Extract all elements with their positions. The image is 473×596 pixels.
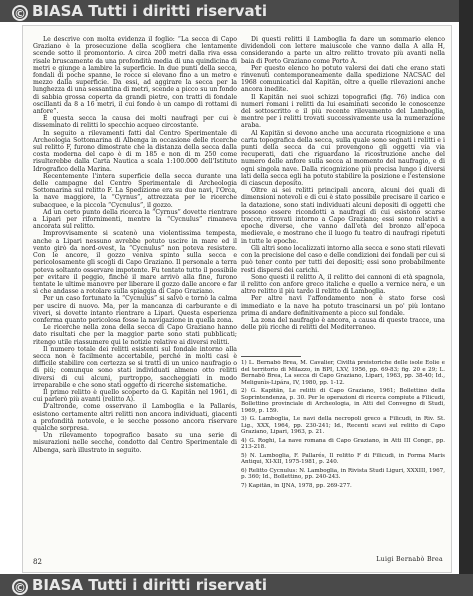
watermark-bottom (0, 574, 473, 596)
left-column (33, 36, 237, 550)
paragraph: La zona del naufragio è ancora, a causa di queste tracce, una delle più ricche di relitti del Mediterraneo. (241, 316, 445, 332)
paragraph: Le ricerche nella zona della secca di Capo Graziano hanno dato risultati che per la maggior parte sono stati pubblicati; ritengo utile riassumere qui le notizie relative ai diversi relitti. (33, 324, 237, 346)
left-column-paragraphs (33, 36, 237, 454)
footnote: 4) G. Roghi, La nave romana di Capo Graziano, in Atti III Congr., pp. 213-218. (241, 437, 445, 450)
footnote: 5) N. Lamboglia, F. Pallarés, Il relitto F di Filicudi, in Forma Maris Antiqui, XI-XII, 1975-1981, p. 240. (241, 452, 445, 465)
paragraph: Per altre navi l'affondamento non è stato forse così immediato e la nave ha potuto trascinarsi un po' più lontano prima di andare definitivamente a picco sul fondale. (241, 295, 445, 317)
paragraph: Le descrive con molta evidenza il foglio: “La secca di Capo Graziano è la prosecuzione della scogliera che lentamente scende sotto il promontorio. A circa 200 metri dalla riva essa risale bruscamente da una profondità media di una quindicina di metri e giunge a lambire la superficie. In due punti della secca, fondali di poche spanne, le rocce si elevano fino a un metro e mezzo dalla superficie. Da essi, ad aggirare la secca per la lunghezza di una sessantina di metri, scende a picco su un fondo di sabbia grossa coperta da grandi pietre, con tratti di fondale oscillanti da 8 a 16 metri, il cui fondo è un campo di rottami di anfore”. (33, 36, 237, 116)
paragraph: Di questi relitti il Lamboglia fa dare un sommario elenco dividendoli con lettere maiuscole che vanno dalla A alla H, considerando a parte un altro relitto trovato più avanti nella baia di Porto Graziano come Porto A. (241, 36, 445, 65)
author-signature: Luigi Bernabò Brea (376, 556, 443, 563)
paragraph: È questa secca la causa dei molti naufragi per cui è disseminato di relitti lo specchio acqueo circostante. (33, 115, 237, 130)
scan-edge-strip (459, 0, 473, 596)
watermark-text: BIASA Tutti i diritti riservati (32, 576, 267, 594)
footnote-rule (241, 356, 301, 357)
footnote: 6) Relitto Cycnulus: N. Lamboglia, in Rivista Studi Liguri, XXXIII, 1967, p. 360; Id., Bollettino, pp. 240-243. (241, 467, 445, 480)
document-page (22, 25, 452, 573)
page-number: 82 (33, 558, 42, 566)
paragraph: Per questo elenco ho potuto valersi dei dati che erano stati rinvenuti contemporaneamente dalla spedizione NACSAC del 1968 comunicatici dal Kapitän, oltre a quelle rilevazioni anche ancora inedite. (241, 64, 445, 94)
paragraph: Un rilevamento topografico basato su una serie di misurazioni nelle secche, condotto dal Centro Sperimentale di Albenga, sarà illustrato in seguito. (33, 432, 237, 454)
paragraph: Il numero totale dei relitti esistenti sul fondale intorno alla secca non è facilmente accertabile, perché in molti casi è difficile stabilire con certezza se si tratti di un unico naufragio o di più; comunque sono stati individuati almeno otto relitti diversi di cui alcuni, purtroppo, saccheggiati in modo irreparabile e che sono stati oggetto di ricerche sistematiche. (33, 345, 237, 389)
copyright-symbol: © (14, 7, 26, 21)
paragraph: Il Kapitän nei suoi schizzi topografici (fig. 76) indica con numeri romani i relitti da lui esaminati secondo le conoscenze del sottoscritto e il più recente rilevamento del Lamboglia, mentre per i relitti trovati successivamente usa la numerazione araba. (241, 93, 445, 130)
paragraph: In seguito a rilevamenti fatti dal Centro Sperimentale di Archeologia Sottomarina di Albenga in occasione delle ricerche sul relitto F, furono dimostrate che la distanza della secca dalla costa moderna del capo è di m 185 e non di m 250 come risulterebbe dalla Carta Nautica a scala 1:100.000 dell'Istituto Idrografico della Marina. (33, 129, 237, 173)
footnote: 1) L. Bernabò Brea, M. Cavalier, Civiltà preistoriche delle isole Eolie e del territorio di Milazzo, in BPI, LXV, 1956, pp. 69-83; fig. 20 e 29; L. Bernabò Brea, La secca di Capo Graziano, Lipari, 1963, pp. 38-40; Id., Meligunìs-Lipára, IV, 1980, pp. 1-12. (241, 360, 445, 386)
footnotes (241, 360, 445, 540)
footnote: 7) Kapitän, in IJNA, 1978, pp. 269-277. (241, 482, 352, 489)
copyright-symbol: © (14, 581, 26, 595)
watermark-text: BIASA Tutti i diritti riservati (32, 2, 267, 20)
paragraph: Ad un certo punto della ricerca la “Cyrnus” dovette rientrare a Lipari per rifornimenti, mentre la “Cycnulus” rimaneva ancorata sul relitto. (33, 208, 237, 231)
paragraph: Gli altri sono localizzati intorno alla secca e sono stati rilevati con la precisione del caso e delle condizioni dei fondali per cui si può tener conto per tutti dei depositi; essi sono probabilmente resti dispersi dei carichi. (241, 244, 445, 274)
right-column-paragraphs (241, 36, 445, 354)
paragraph: Per un caso fortunato la “Cycnulus” si salvò e tornò la calma per uscire di nuovo. Ma, per la mancanza di carburante e di viveri, si dovette intanto rientrare a Lipari. Questa esperienza conferma quanto pericolosa fosse la navigazione in quella zona. (33, 295, 237, 324)
footnote: 2) G. Kapitän, Le relitti di Capo Graziano, 1961; Bollettino della Soprintendenza, p. 30. Per le operazioni di ricerca compiute a Filicudi, Bollettino provinciale di Archeologia, in Atti del Convegno di Studi, 1969, p. 159. (241, 388, 445, 414)
paragraph: Al Kapitän si devono anche una accurata ricognizione e una carta topografica della secca, sulla quale sono segnati i relitti e i punti della secca da cui provengono gli oggetti via via recuperati, dati che riguardano la ricostruzione anche del numero delle anfore sulla secca al momento del naufragio, e di ogni singola nave. Dalla ricognizione più precisa lungo i diversi lati della secca egli ha potuto stabilire la posizione e l'estensione di ciascun deposito. (241, 129, 445, 188)
paragraph: Il primo relitto è quello scoperto da G. Kapitän nel 1961, di cui parlerò più avanti (relitto A). (33, 388, 237, 404)
paragraph: Sono questi il relitto A, il relitto dei cannoni di età spagnola, il relitto con anfore greco italiche e quello a vernice nera, e un altro relitto il più tardo il relitto di Lamboglia. (241, 273, 445, 296)
paragraph: Improvvisamente si scatenò una violentissima tempesta, anche a Lipari nessuno avrebbe potuto uscire in mare ed il vento girò da nord-ovest, la “Cycnulus” non poteva resistere. Con le ancore, il gozzo veniva spinto sulla secca e pericolosamente gli scogli di Capo Graziano. Il personale a terra poteva soltanto osservare impotente. Fu tentato tutto il possibile per evitare il peggio, finché il mare arrivò alla fine, furono tentate le ultime manovre per liberare il gozzo dalle ancore e far sì che andasse a rotolare sulla spiaggia di Capo Graziano. (33, 230, 237, 296)
paragraph: Oltre ai sei relitti principali ancora, alcuni dei quali di dimensioni notevoli e di cui è stato possibile precisare il carico e la datazione, sono stati individuati alcuni depositi di oggetti che possono essere ricondotti a naufragi di cui esistono scarse tracce, ritrovati intorno a Capo Graziano; essi sono relativi a epoche diverse, che vanno dall'età del bronzo all'epoca medievale, e mostrano che il luogo fu teatro di naufragi ripetuti in tutte le epoche. (241, 187, 445, 245)
paragraph: Recentemente l'intera superficie della secca durante una delle campagne del Centro Sperimentale di Archeologia Sottomarina sul relitto F. La Spedizione era su due navi, l'Orca, la nave maggiore, la “Cyrnus”, attrezzata per le ricerche subacquee, e la piccola “Cycnulus”, il gozzo. (33, 172, 237, 209)
watermark-top (0, 0, 473, 22)
paragraph: D'altronde, come osservano il Lamboglia e la Pallarés, esistono certamente altri relitti non ancora individuati, giacenti a profondità notevole, e le secche possono ancora riservare qualche sorpresa. (33, 403, 237, 432)
footnote: 3) G. Lamboglia, Le navi della necropoli greco a Filicudi, in Riv. St. Lig., XXX, 1964, pp. 230-241; Id., Recenti scavi sul relitto di Capo Graziano, Lipari, 1963, p. 21. (241, 416, 445, 435)
